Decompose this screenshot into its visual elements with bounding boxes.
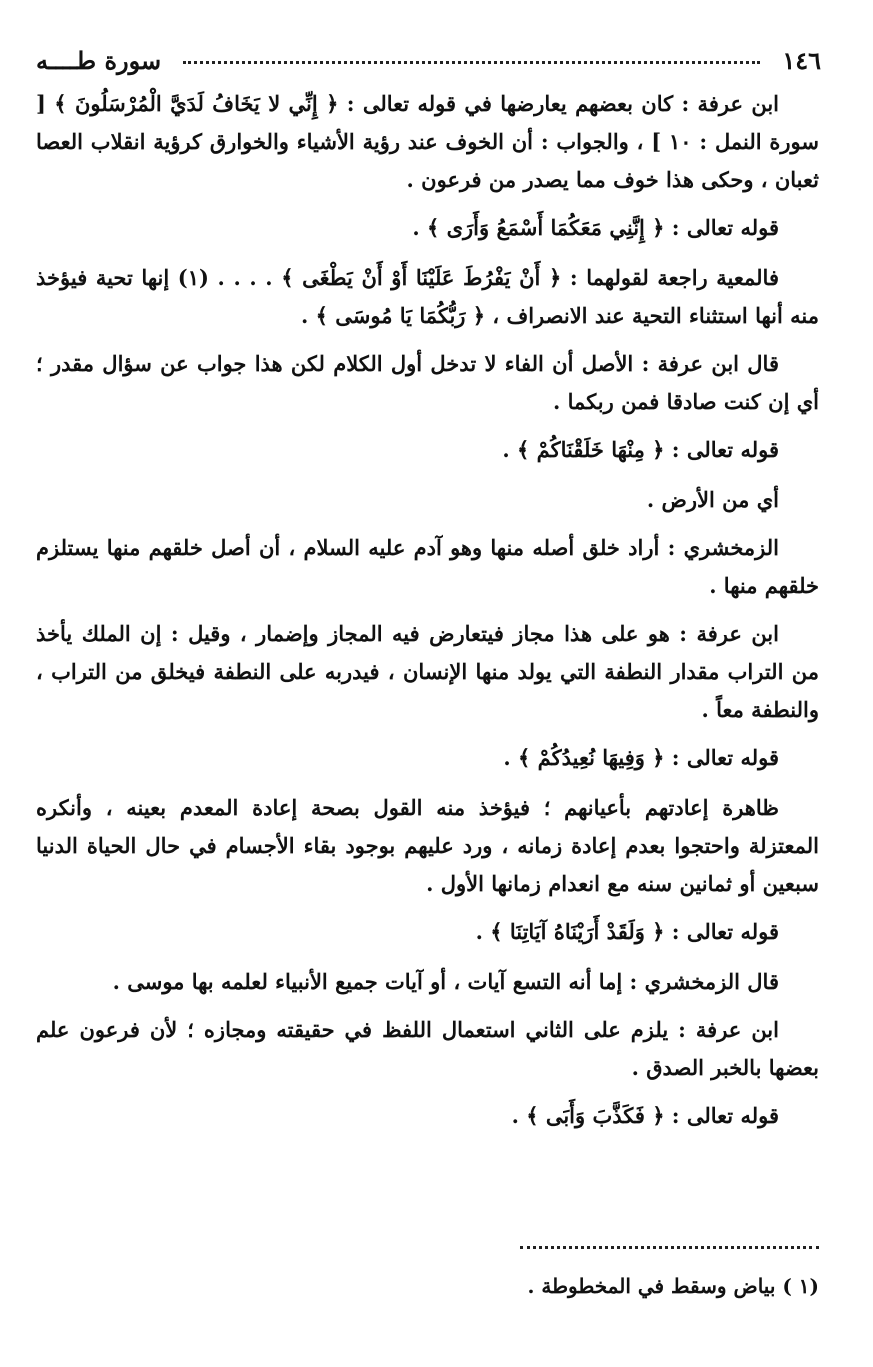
verse-heading: قوله تعالى : ﴿ وَلَقَدْ أَرَيْنَاهُ آيَاتِنَا ﴾ . [475,919,779,944]
paragraph: الزمخشري : أراد خلق أصله منها وهو آدم عليه السلام ، أن أصل خلقهم منها يستلزم خلقهم منها . [36,535,819,598]
paragraph: قال ابن عرفة : الأصل أن الفاء لا تدخل أول الكلام لكن هذا جواب عن سؤال مقدر ؛ أي إن كنت صادقا فمن ربكما . [36,351,819,414]
paragraph: قال الزمخشري : إما أنه التسع آيات ، أو آيات جميع الأنبياء لعلمه بها موسى . [112,969,779,994]
paragraph: ابن عرفة : يلزم على الثاني استعمال اللفظ في حقيقته ومجازه ؛ لأن فرعون علم بعضها بالخبر الصدق . [36,1017,819,1080]
verse-heading: قوله تعالى : ﴿ إِنَّنِي مَعَكُمَا أَسْمَعُ وَأَرَى ﴾ . [412,215,779,240]
footnote: (١ ) بياض وسقط في المخطوطة . [527,1274,819,1298]
paragraph: ظاهرة إعادتهم بأعيانهم ؛ فيؤخذ منه القول بصحة إعادة المعدم بعينه ، وأنكره المعتزلة واحتجوا بعدم إعادة زمانه ، ورد عليهم بوجود بقاء الأجسام في حال الحياة الدنيا سبعين أو ثمانين سنه مع انعدام زمانها الأول . [36,795,819,896]
paragraph: ابن عرفة : هو على هذا مجاز فيتعارض فيه المجاز وإضمار ، وقيل : إن الملك يأخذ من التراب مقدار النطفة التي يولد منها الإنسان ، فيدربه على النطفة فيخلق من التراب ، والنطفة معاً . [36,621,819,722]
page-body [36,85,819,1147]
page-header [36,40,821,80]
paragraph: ابن عرفة : كان بعضهم يعارضها في قوله تعالى : ﴿ إِنِّي لا يَخَافُ لَدَيَّ الْمُرْسَلُونَ ﴾ [ سورة النمل : ١٠ ] ، والجواب : أن الخوف عند رؤية الأشياء والخوارق كرؤية انقلاب العصا ثعبان ، وحكى هذا خوف مما يصدر من فرعون . [36,91,819,192]
verse-heading: قوله تعالى : ﴿ مِنْهَا خَلَقْنَاكُمْ ﴾ . [502,437,779,462]
header-dotted-rule [183,61,760,64]
page-number: ١٤٦ [782,45,821,75]
surah-title: سورة طــــه [36,45,162,75]
verse-heading: قوله تعالى : ﴿ فَكَذَّبَ وَأَبَى ﴾ . [511,1103,779,1128]
verse-heading: قوله تعالى : ﴿ وَفِيهَا نُعِيدُكُمْ ﴾ . [503,745,779,770]
paragraph: فالمعية راجعة لقولهما : ﴿ أَنْ يَفْرُطَ عَلَيْنَا أَوْ أَنْ يَطْغَى ﴾ . . . . (١) إنها تحية فيؤخذ منه أنها استثناء التحية عند الانصراف ، ﴿ رَبُّكُمَا يَا مُوسَى ﴾ . [36,265,819,328]
footnote-separator [520,1246,819,1249]
paragraph: أي من الأرض . [646,487,779,512]
